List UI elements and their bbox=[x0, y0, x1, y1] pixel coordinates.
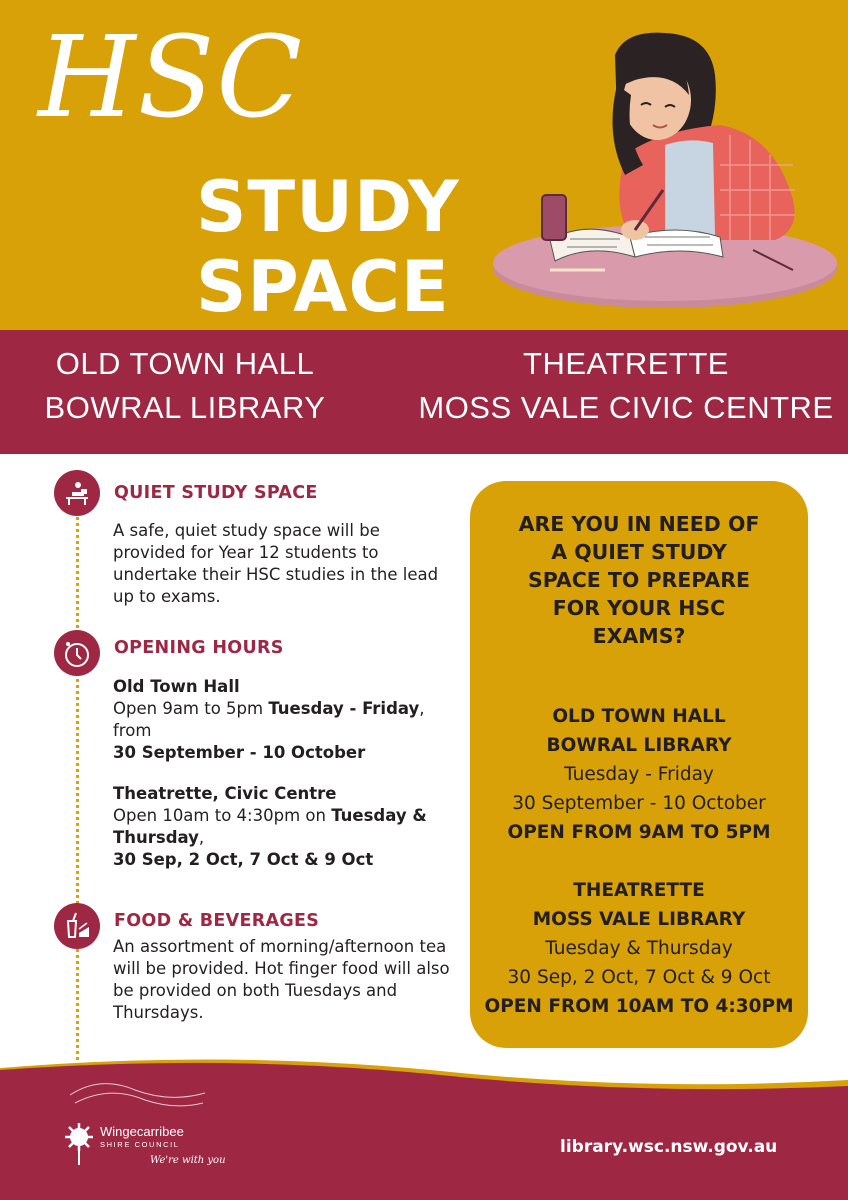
callout-question-line: A QUIET STUDY bbox=[551, 540, 727, 564]
hours-venue1-days: Tuesday - Friday bbox=[268, 699, 420, 718]
hours-venue1-dates: 30 September - 10 October bbox=[113, 743, 366, 762]
drink-food-icon bbox=[54, 903, 100, 949]
council-subtitle: SHIRE COUNCIL bbox=[100, 1140, 180, 1149]
quiet-study-title: QUIET STUDY SPACE bbox=[114, 483, 318, 503]
location-moss-vale-line1: THEATRETTE bbox=[523, 346, 729, 381]
council-tagline: We're with you bbox=[150, 1155, 226, 1166]
callout-venue2-days: Tuesday & Thursday bbox=[545, 938, 733, 959]
clock-icon bbox=[54, 630, 100, 676]
council-name: Wingecarribee bbox=[100, 1124, 184, 1139]
location-bowral bbox=[20, 342, 350, 430]
callout-venue1-days: Tuesday - Friday bbox=[564, 764, 714, 785]
hsc-heading: HSC bbox=[38, 13, 305, 143]
location-bowral-line1: OLD TOWN HALL bbox=[55, 346, 315, 381]
callout-question-line: EXAMS? bbox=[592, 624, 686, 648]
callout-venue2-line1: THEATRETTE bbox=[573, 880, 705, 901]
opening-hours-title: OPENING HOURS bbox=[114, 638, 284, 658]
hours-venue2-block bbox=[113, 783, 453, 871]
hours-venue2-days1: Tuesday & bbox=[331, 806, 427, 825]
callout-question-line: SPACE TO PREPARE bbox=[527, 568, 751, 592]
location-moss-vale bbox=[410, 342, 842, 430]
hours-venue2-name: Theatrette, Civic Centre bbox=[113, 784, 337, 803]
hours-venue2-line2 bbox=[113, 827, 453, 849]
callout-venue2-dates: 30 Sep, 2 Oct, 7 Oct & 9 Oct bbox=[507, 967, 771, 988]
callout-venue1-line1: OLD TOWN HALL bbox=[552, 706, 726, 727]
food-beverages-body: An assortment of morning/afternoon tea will be provided. Hot finger food will also be provided on both Tuesdays and Thursdays. bbox=[113, 937, 450, 1022]
hours-venue2-dates: 30 Sep, 2 Oct, 7 Oct & 9 Oct bbox=[113, 850, 374, 869]
hours-venue1-line bbox=[113, 698, 453, 720]
food-beverages-title: FOOD & BEVERAGES bbox=[114, 911, 320, 931]
hours-venue2-open: Open 10am to 4:30pm on bbox=[113, 806, 332, 825]
quiet-study-body: A safe, quiet study space will be provided for Year 12 students to undertake their HSC studies in the lead up to exams. bbox=[113, 521, 439, 606]
callout-venue2-line2: MOSS VALE LIBRARY bbox=[532, 909, 746, 930]
hours-venue2-comma: , bbox=[198, 828, 205, 847]
callout-venue1-dates: 30 September - 10 October bbox=[512, 793, 766, 814]
callout-question bbox=[490, 510, 788, 650]
callout-question-line: FOR YOUR HSC bbox=[552, 596, 726, 620]
student-illustration bbox=[475, 25, 845, 330]
hours-venue1-from: from bbox=[113, 721, 152, 740]
callout-venue1-hours: OPEN FROM 9AM TO 5PM bbox=[507, 822, 771, 843]
callout-venue1-line2: BOWRAL LIBRARY bbox=[546, 735, 732, 756]
space-heading: SPACE bbox=[196, 246, 450, 328]
hours-venue2-line bbox=[113, 805, 453, 827]
hours-venue1-name: Old Town Hall bbox=[113, 677, 240, 696]
hours-venue1-open: Open 9am to 5pm bbox=[113, 699, 269, 718]
callout-venue2-hours: OPEN FROM 10AM TO 4:30PM bbox=[484, 996, 794, 1017]
callout-question-line: ARE YOU IN NEED OF bbox=[518, 512, 760, 536]
timeline-dotted-line bbox=[76, 500, 79, 1060]
library-website-link[interactable]: library.wsc.nsw.gov.au bbox=[560, 1137, 778, 1157]
desk-study-icon bbox=[54, 470, 100, 516]
study-heading: STUDY bbox=[196, 166, 460, 248]
location-moss-vale-line2: MOSS VALE CIVIC CENTRE bbox=[418, 390, 834, 425]
hours-venue1-block bbox=[113, 676, 453, 764]
location-bowral-line2: BOWRAL LIBRARY bbox=[44, 390, 326, 425]
hours-venue2-days2: Thursday bbox=[113, 828, 199, 847]
hours-venue1-comma: , bbox=[419, 699, 425, 718]
